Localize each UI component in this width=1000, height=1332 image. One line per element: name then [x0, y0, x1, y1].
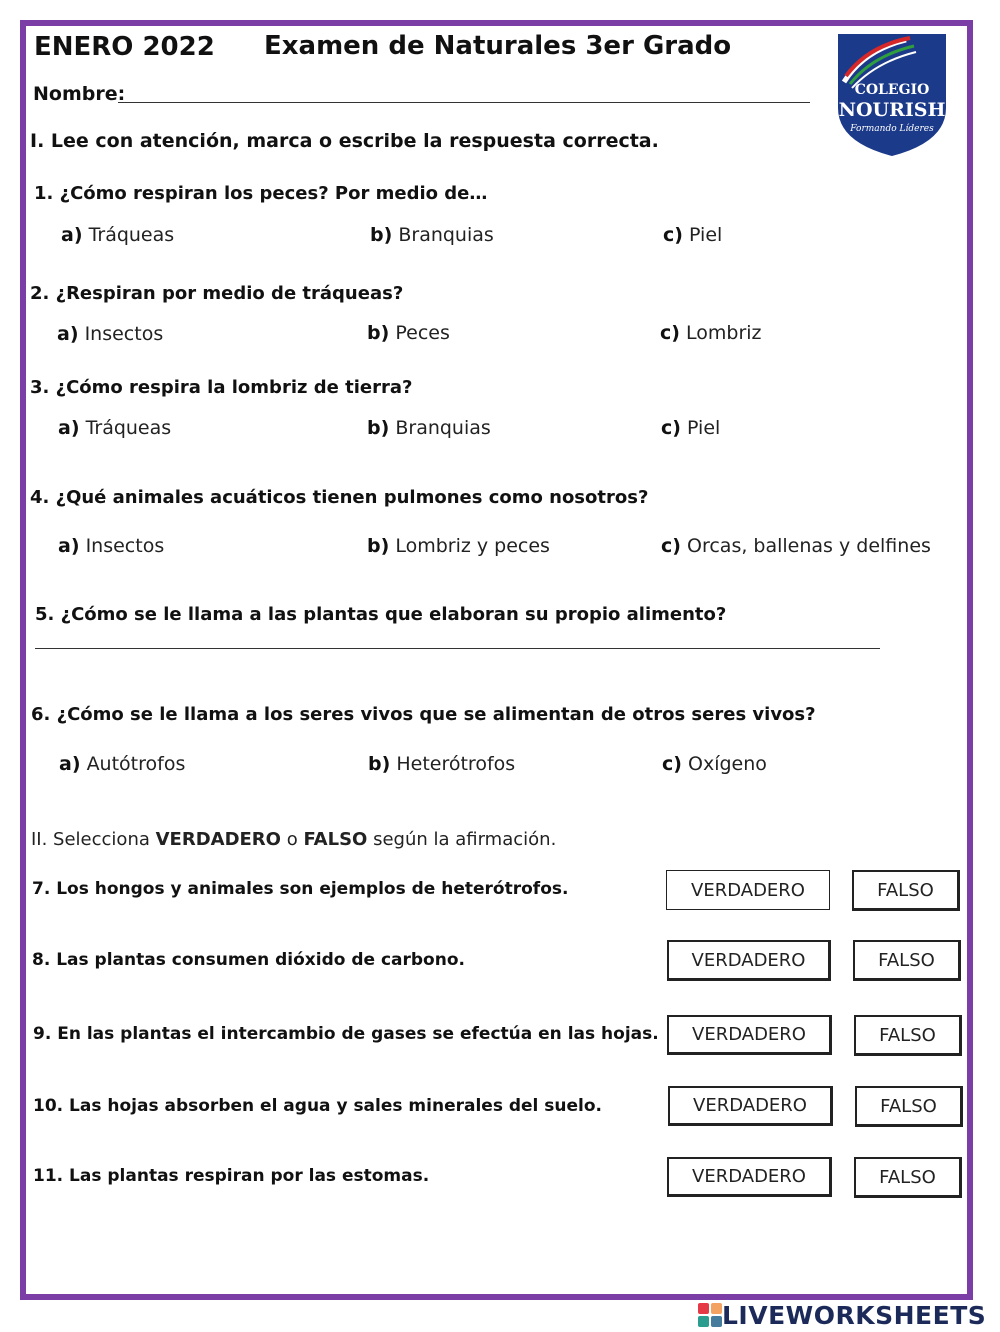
question-6: 6. ¿Cómo se le llama a los seres vivos que se alimentan de otros seres vivos?	[31, 704, 816, 725]
q6-option-b[interactable]: b) Heterótrofos	[368, 753, 516, 775]
question-2: 2. ¿Respiran por medio de tráqueas?	[30, 283, 404, 304]
question-5: 5. ¿Cómo se le llama a las plantas que elaboran su propio alimento?	[35, 604, 727, 625]
logo-line2: NOURISH	[838, 99, 946, 121]
question-4: 4. ¿Qué animales acuáticos tienen pulmones como nosotros?	[30, 487, 649, 508]
name-input-line[interactable]	[118, 86, 810, 103]
section2-instruction: II. Selecciona VERDADERO o FALSO según la afirmación.	[31, 829, 557, 850]
q2-option-b[interactable]: b) Peces	[367, 322, 450, 344]
statement-10: 10. Las hojas absorben el agua y sales minerales del suelo.	[33, 1096, 603, 1116]
logo-line1: COLEGIO	[854, 82, 930, 98]
s10-false-button[interactable]: FALSO	[855, 1086, 963, 1127]
q3-option-a[interactable]: a) Tráqueas	[58, 417, 172, 439]
s11-true-button[interactable]: VERDADERO	[667, 1157, 832, 1197]
statement-11: 11. Las plantas respiran por las estomas.	[33, 1166, 430, 1186]
exam-title: Examen de Naturales 3er Grado	[264, 31, 732, 61]
liveworksheets-wordmark: LIVEWORKSHEETS	[722, 1300, 987, 1330]
q3-option-c[interactable]: c) Piel	[661, 417, 721, 439]
s7-false-button[interactable]: FALSO	[852, 870, 960, 911]
question-3: 3. ¿Cómo respira la lombriz de tierra?	[30, 377, 413, 398]
q6-option-a[interactable]: a) Autótrofos	[59, 753, 186, 775]
school-logo	[834, 30, 950, 158]
s10-true-button[interactable]: VERDADERO	[668, 1086, 833, 1126]
liveworksheets-logo-icon	[698, 1303, 722, 1327]
s11-false-button[interactable]: FALSO	[854, 1157, 962, 1198]
q4-option-c[interactable]: c) Orcas, ballenas y delfines	[661, 535, 931, 557]
section1-instruction: I. Lee con atención, marca o escribe la respuesta correcta.	[30, 130, 659, 152]
question-1: 1. ¿Cómo respiran los peces? Por medio de…	[34, 183, 488, 204]
q1-option-c[interactable]: c) Piel	[663, 224, 723, 246]
statement-8: 8. Las plantas consumen dióxido de carbono.	[32, 950, 465, 970]
q1-option-b[interactable]: b) Branquias	[370, 224, 494, 246]
q5-answer-line[interactable]	[35, 632, 880, 649]
s9-false-button[interactable]: FALSO	[854, 1015, 962, 1056]
statement-7: 7. Los hongos y animales son ejemplos de heterótrofos.	[32, 879, 569, 899]
q4-option-b[interactable]: b) Lombriz y peces	[367, 535, 550, 557]
q1-option-a[interactable]: a) Tráqueas	[61, 224, 175, 246]
s7-true-button[interactable]: VERDADERO	[666, 870, 830, 910]
q6-option-c[interactable]: c) Oxígeno	[662, 753, 767, 775]
statement-9: 9. En las plantas el intercambio de gases se efectúa en las hojas.	[33, 1024, 659, 1044]
q2-option-a[interactable]: a) Insectos	[57, 323, 164, 345]
s9-true-button[interactable]: VERDADERO	[667, 1015, 832, 1055]
liveworksheets-brand[interactable]	[698, 1300, 986, 1330]
s8-false-button[interactable]: FALSO	[853, 940, 961, 981]
name-label: Nombre:	[33, 83, 126, 105]
q2-option-c[interactable]: c) Lombriz	[660, 322, 762, 344]
logo-line3: Formando Líderes	[850, 124, 934, 134]
s8-true-button[interactable]: VERDADERO	[667, 940, 831, 981]
q4-option-a[interactable]: a) Insectos	[58, 535, 165, 557]
exam-date: ENERO 2022	[34, 32, 215, 62]
q3-option-b[interactable]: b) Branquias	[367, 417, 491, 439]
